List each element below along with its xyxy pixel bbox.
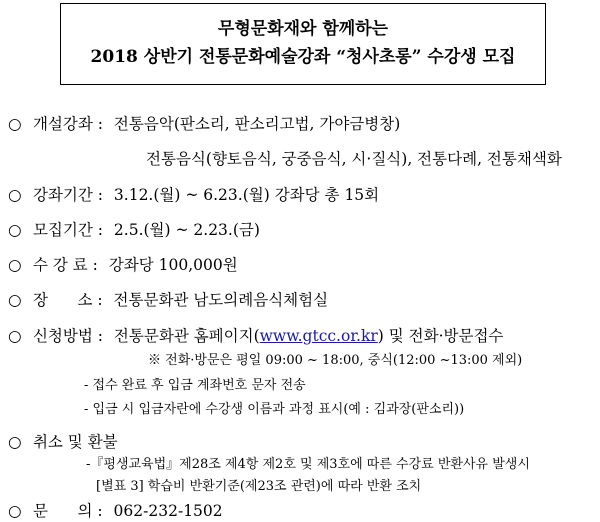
fee-label: 수 강 료 : — [32, 256, 98, 274]
fee-value: 강좌당 100,000원 — [108, 256, 238, 274]
refund-label: 취소 및 환불 — [32, 433, 118, 451]
apply-dash-1: - 접수 완료 후 입금 계좌번호 문자 전송 — [84, 378, 306, 393]
bullet-circle: ○ — [8, 433, 22, 451]
period-row — [8, 184, 379, 206]
recruit-value: 2.5.(월) ~ 2.23.(금) — [113, 221, 260, 239]
bullet-circle: ○ — [8, 115, 22, 133]
period-label: 강좌기간 : — [32, 186, 103, 204]
title-line-2: 2018 상반기 전통문화예술강좌 “청사초롱” 수강생 모집 — [90, 47, 516, 67]
title-box — [60, 3, 546, 85]
place-row — [8, 289, 328, 311]
bullet-circle: ○ — [8, 256, 22, 274]
refund-row — [8, 431, 118, 453]
apply-row — [8, 325, 503, 347]
apply-value-prefix: 전통문화관 홈페이지( — [113, 327, 260, 345]
refund-line-2: [별표 3] 학습비 반환기준(제23조 관련)에 따라 반환 조치 — [96, 479, 422, 494]
recruit-row — [8, 219, 260, 241]
place-value: 전통문화관 남도의례음식체험실 — [113, 291, 329, 309]
recruit-label: 모집기간 : — [32, 221, 103, 239]
apply-value-suffix: ) 및 전화·방문접수 — [377, 327, 504, 345]
apply-dash-2: - 입금 시 입금자란에 수강생 이름과 과정 표시(예 : 김과장(판소리)) — [84, 402, 465, 417]
refund-line-1: -『평생교육법』제28조 제4항 제2호 및 제3호에 따른 수강료 반환사유 발생시 — [86, 457, 530, 472]
course-value-1: 전통음악(판소리, 판소리고법, 가야금병창) — [113, 115, 401, 133]
contact-value: 062-232-1502 — [113, 502, 223, 520]
bullet-circle: ○ — [8, 327, 22, 345]
apply-label: 신청방법 : — [32, 327, 103, 345]
bullet-circle: ○ — [8, 502, 22, 520]
contact-row — [8, 500, 223, 522]
bullet-circle: ○ — [8, 291, 22, 309]
course-row — [8, 113, 400, 135]
apply-note: ※ 전화·방문은 평일 09:00 ~ 18:00, 중식(12:00 ~13:00 제외) — [148, 353, 523, 368]
period-value: 3.12.(월) ~ 6.23.(월) 강좌당 총 15회 — [113, 186, 380, 204]
course-value-2: 전통음식(향토음식, 궁중음식, 시·질식), 전통다례, 전통채색화 — [146, 150, 562, 168]
bullet-circle: ○ — [8, 186, 22, 204]
fee-row — [8, 254, 238, 276]
bullet-circle: ○ — [8, 221, 22, 239]
homepage-link[interactable]: www.gtcc.or.kr — [259, 327, 378, 345]
course-label: 개설강좌 : — [32, 115, 103, 133]
place-label: 장 소 : — [32, 291, 103, 309]
contact-label: 문 의 : — [32, 502, 103, 520]
course-row-2 — [146, 148, 562, 170]
title-line-1: 무형문화재와 함께하는 — [217, 19, 389, 39]
